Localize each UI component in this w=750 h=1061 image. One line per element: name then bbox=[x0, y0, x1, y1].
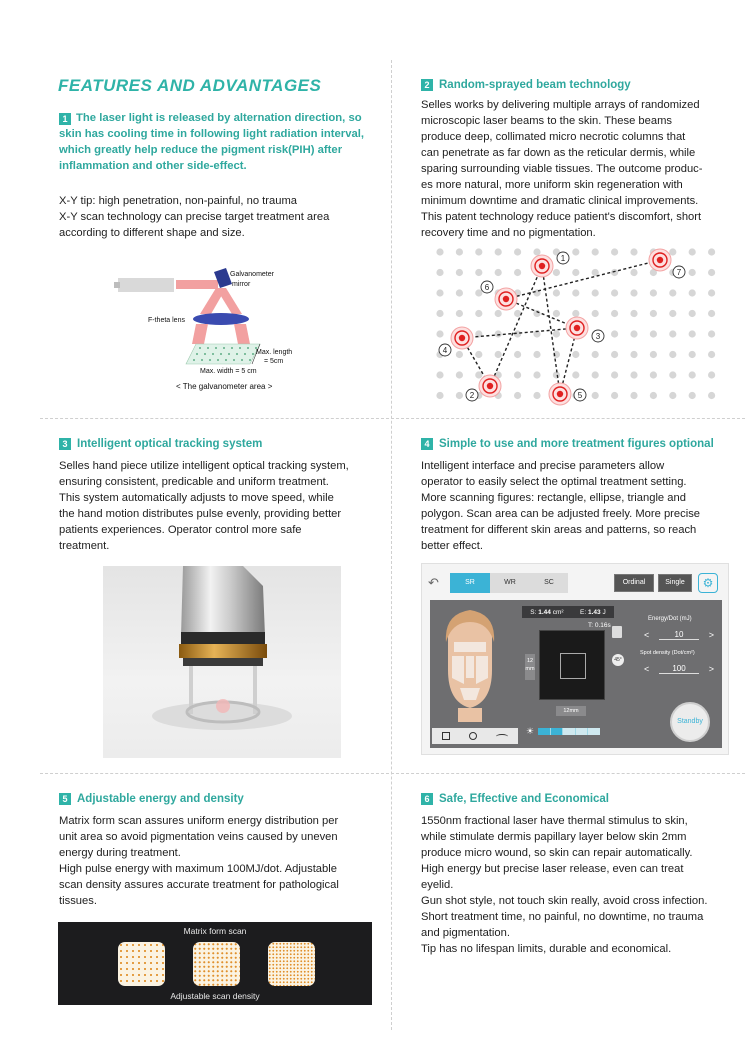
body-line: eyelid. bbox=[421, 879, 454, 891]
section-6-body bbox=[421, 813, 741, 957]
section-5-number: 5 bbox=[59, 793, 71, 805]
grid-dot bbox=[456, 248, 463, 255]
mirror-label: mirror bbox=[232, 281, 251, 288]
settings-icon[interactable]: ⚙ bbox=[698, 573, 718, 593]
body-line: ensuring consistent, predicable and uniform treatment. bbox=[59, 476, 329, 488]
grid-dot bbox=[689, 330, 696, 337]
grid-dot bbox=[495, 330, 502, 337]
marker-label: 6 bbox=[484, 283, 490, 292]
body-line: the hand motion distributes pulse evenly, providing better bbox=[59, 508, 342, 520]
grid-dot bbox=[456, 310, 463, 317]
grid-dot bbox=[669, 330, 676, 337]
height-control[interactable] bbox=[525, 654, 535, 680]
grid-dot bbox=[495, 269, 502, 276]
grid-dot bbox=[708, 392, 715, 399]
tab-wr[interactable]: WR bbox=[504, 579, 516, 586]
s-label: S: bbox=[530, 608, 537, 616]
grid-dot bbox=[592, 371, 599, 378]
body-line: This patent technology reduce patient's discomfort, short bbox=[421, 211, 702, 223]
body-line: High energy but precise laser release, even can treat bbox=[421, 863, 684, 875]
section-4-body bbox=[421, 458, 741, 554]
time-readout: T: 0.16s bbox=[588, 622, 611, 629]
energy-value[interactable]: 10 bbox=[659, 630, 699, 640]
grid-dot bbox=[630, 351, 637, 358]
headline-line: which greatly help reduce the pigment risk(PIH) after bbox=[59, 144, 343, 156]
grid-dot bbox=[572, 248, 579, 255]
body-line: Gun shot style, not touch skin really, avoid cross infection. bbox=[421, 895, 708, 907]
grid-dot bbox=[514, 310, 521, 317]
grid-dot bbox=[495, 310, 502, 317]
grid-dot bbox=[611, 289, 618, 296]
section-6-title-text: Safe, Effective and Economical bbox=[439, 793, 610, 805]
ordinal-button[interactable]: Ordinal bbox=[614, 574, 654, 592]
body-line: sparing surrounding viable tissues. The outcome produc- bbox=[421, 163, 703, 175]
section-3-title-text: Intelligent optical tracking system bbox=[77, 438, 263, 450]
laser-beam bbox=[176, 280, 218, 289]
grid-dot bbox=[630, 310, 637, 317]
section-5-title bbox=[59, 793, 244, 805]
body-line: while stimulate dermis papillary layer below skin 2mm bbox=[421, 831, 687, 843]
grid-dot bbox=[533, 248, 540, 255]
section-5-body bbox=[59, 813, 384, 909]
horizontal-divider-1 bbox=[40, 418, 745, 419]
grid-dot bbox=[553, 330, 560, 337]
section-2-title-text: Random-sprayed beam technology bbox=[439, 79, 631, 91]
grid-dot bbox=[436, 371, 443, 378]
section-3-title bbox=[59, 438, 262, 450]
handpiece-body bbox=[181, 566, 265, 636]
grid-dot bbox=[708, 248, 715, 255]
body-line: recovery time and no pigmentation. bbox=[421, 227, 596, 239]
section-1-number: 1 bbox=[59, 113, 71, 125]
energy-increase-button[interactable]: > bbox=[708, 630, 714, 640]
grid-dot bbox=[650, 289, 657, 296]
energy-decrease-button[interactable]: < bbox=[644, 630, 650, 640]
headline-line: The laser light is released by alternation direction, so bbox=[76, 112, 362, 124]
body-line: es more natural, more uniform skin regeneration with bbox=[421, 179, 683, 191]
tab-sc[interactable]: SC bbox=[544, 579, 554, 586]
ellipse-shape-icon[interactable] bbox=[469, 732, 477, 740]
matrix-scan-panel bbox=[58, 922, 372, 1005]
body-line: according to different shape and size. bbox=[59, 227, 245, 239]
grid-dot bbox=[475, 351, 482, 358]
body-line: More scanning figures: rectangle, ellipse, triangle and bbox=[421, 492, 686, 504]
grid-dot bbox=[592, 289, 599, 296]
grid-dot bbox=[669, 371, 676, 378]
body-line: better effect. bbox=[421, 540, 483, 552]
target-dot bbox=[503, 296, 509, 302]
section-6-title bbox=[421, 793, 609, 805]
grid-dot bbox=[650, 371, 657, 378]
section-3-body bbox=[59, 458, 384, 554]
body-line: energy during treatment. bbox=[59, 847, 181, 859]
marker-label: 7 bbox=[676, 268, 682, 277]
grid-dot bbox=[456, 392, 463, 399]
mode-tabs bbox=[450, 573, 568, 593]
grid-dot bbox=[708, 351, 715, 358]
section-6-number: 6 bbox=[421, 793, 433, 805]
grid-dot bbox=[708, 289, 715, 296]
grid-dot bbox=[514, 248, 521, 255]
body-line: minimum downtime and dramatic clinical improvements. bbox=[421, 195, 699, 207]
density-value[interactable]: 100 bbox=[659, 664, 699, 674]
ftheta-label: F-theta lens bbox=[148, 317, 185, 324]
vertical-divider bbox=[391, 60, 392, 1030]
height-unit: mm bbox=[525, 666, 535, 672]
grid-dot bbox=[708, 330, 715, 337]
grid-dot bbox=[708, 371, 715, 378]
grid-dot bbox=[572, 371, 579, 378]
grid-dot bbox=[630, 269, 637, 276]
grid-dot bbox=[553, 310, 560, 317]
body-line: scan density assures accurate treatment for pathological bbox=[59, 879, 339, 891]
grid-dot bbox=[456, 269, 463, 276]
grid-dot bbox=[689, 351, 696, 358]
grid-dot bbox=[611, 248, 618, 255]
gold-ring bbox=[179, 644, 267, 658]
marker-label: 2 bbox=[469, 391, 475, 400]
grid-dot bbox=[689, 371, 696, 378]
body-line: microscopic laser beams to the skin. These beams bbox=[421, 115, 672, 127]
galvanometer-label: Galvanometer bbox=[230, 271, 274, 278]
single-button[interactable]: Single bbox=[658, 574, 692, 592]
marker-label: 1 bbox=[560, 254, 566, 263]
grid-dot bbox=[456, 351, 463, 358]
body-line: Intelligent interface and precise parameters allow bbox=[421, 460, 665, 472]
body-line: Selles hand piece utilize intelligent optical tracking system, bbox=[59, 460, 349, 472]
grid-dot bbox=[689, 310, 696, 317]
horizontal-divider-2 bbox=[40, 773, 745, 774]
section-2-title bbox=[421, 79, 631, 91]
section-5-title-text: Adjustable energy and density bbox=[77, 793, 244, 805]
grid-dot bbox=[436, 269, 443, 276]
grid-dot bbox=[630, 248, 637, 255]
delete-icon[interactable] bbox=[612, 626, 622, 638]
grid-dot bbox=[611, 392, 618, 399]
grid-dot bbox=[592, 392, 599, 399]
device-ui bbox=[421, 563, 729, 755]
grid-dot bbox=[650, 351, 657, 358]
grid-dot bbox=[630, 371, 637, 378]
rectangle-shape-icon[interactable] bbox=[442, 732, 450, 740]
target-dot bbox=[487, 383, 493, 389]
density-pad-high bbox=[268, 942, 315, 986]
grid-dot bbox=[553, 269, 560, 276]
standby-button[interactable]: Standby bbox=[670, 702, 710, 742]
grid-dot bbox=[533, 392, 540, 399]
grid-dot bbox=[650, 310, 657, 317]
body-line: treatment. bbox=[59, 540, 110, 552]
arc-shape-icon[interactable] bbox=[496, 734, 508, 739]
grid-dot bbox=[572, 289, 579, 296]
marker-label: 5 bbox=[577, 391, 583, 400]
body-line: produce micro wound, so skin can repair automatically. bbox=[421, 847, 693, 859]
density-label: Spot density (Dot/cm²) bbox=[640, 650, 695, 656]
grid-dot bbox=[669, 310, 676, 317]
grid-dot bbox=[533, 371, 540, 378]
grid-dot bbox=[495, 248, 502, 255]
main-panel bbox=[430, 600, 722, 748]
target-dot bbox=[574, 325, 580, 331]
matrix-caption: Adjustable scan density bbox=[170, 991, 260, 1001]
grid-dot bbox=[689, 269, 696, 276]
grid-dot bbox=[611, 371, 618, 378]
grid-dot bbox=[630, 392, 637, 399]
target-dot bbox=[657, 257, 663, 263]
body-line: Tip has no lifespan limits, durable and economical. bbox=[421, 943, 672, 955]
body-line: unit area so avoid pigmentation veins caused by uneven bbox=[59, 831, 338, 843]
grid-dot bbox=[475, 289, 482, 296]
body-line: treatment for different skin areas and patterns, so reach bbox=[421, 524, 697, 536]
body-line: This system automatically adjusts to move speed, while bbox=[59, 492, 334, 504]
s-value: 1.44 bbox=[538, 608, 551, 616]
face-map bbox=[438, 608, 502, 726]
grid-dot bbox=[708, 269, 715, 276]
grid-dot bbox=[611, 310, 618, 317]
e-unit: J bbox=[602, 608, 606, 616]
handpiece-photo bbox=[103, 566, 341, 758]
body-line: High pulse energy with maximum 100MJ/dot. Adjustable bbox=[59, 863, 337, 875]
max-length-value: = 5cm bbox=[264, 358, 284, 365]
grid-dot bbox=[436, 248, 443, 255]
section-1-body bbox=[59, 193, 379, 241]
laser-source bbox=[118, 278, 174, 292]
energy-label: Energy/Dot (mJ) bbox=[648, 616, 692, 622]
body-line: X-Y tip: high penetration, non-painful, no trauma bbox=[59, 195, 297, 207]
grid-dot bbox=[514, 371, 521, 378]
body-line: 1550nm fractional laser have thermal stimulus to skin, bbox=[421, 815, 688, 827]
body-line: and pigmentation. bbox=[421, 927, 510, 939]
grid-dot bbox=[436, 330, 443, 337]
marker-label: 4 bbox=[442, 346, 448, 355]
e-label: E: bbox=[580, 608, 587, 616]
body-line: produce deep, collimated micro necrotic columns that bbox=[421, 131, 686, 143]
body-line: Selles works by delivering multiple arrays of randomized bbox=[421, 99, 700, 111]
shape-selector bbox=[432, 728, 518, 744]
beam-path bbox=[490, 266, 542, 386]
height-value: 12 bbox=[526, 658, 534, 664]
page-title: FEATURES AND ADVANTAGES bbox=[58, 76, 322, 95]
density-pad-medium bbox=[193, 942, 240, 986]
grid-dot bbox=[650, 330, 657, 337]
section-2-body bbox=[421, 97, 741, 241]
laser-spot bbox=[216, 699, 230, 713]
grid-dot bbox=[436, 289, 443, 296]
density-stepper bbox=[644, 662, 714, 676]
grid-dot bbox=[650, 392, 657, 399]
grid-dot bbox=[669, 392, 676, 399]
diagram-caption: < The galvanometer area > bbox=[176, 382, 273, 391]
grid-dot bbox=[611, 330, 618, 337]
section-4-title-text: Simple to use and more treatment figures optional bbox=[439, 438, 714, 450]
body-line: can penetrate as far down as the reticular dermis, while bbox=[421, 147, 696, 159]
grid-dot bbox=[436, 310, 443, 317]
section-4-title bbox=[421, 438, 714, 450]
scan-preview bbox=[539, 630, 605, 700]
body-line: patients experiences. Operator control more safe bbox=[59, 524, 302, 536]
density-increase-button[interactable]: > bbox=[708, 664, 714, 674]
target-dot bbox=[459, 335, 465, 341]
random-beam-diagram bbox=[434, 244, 720, 410]
grid-dot bbox=[456, 371, 463, 378]
headline-line: skin has cooling time in following light radiation interval, bbox=[59, 128, 365, 140]
grid-dot bbox=[475, 310, 482, 317]
ftheta-lens bbox=[193, 313, 249, 325]
grid-dot bbox=[611, 269, 618, 276]
tab-sr[interactable]: SR bbox=[450, 573, 490, 593]
brightness-icon: ☀ bbox=[526, 726, 535, 736]
readout-bar bbox=[522, 606, 614, 618]
density-decrease-button[interactable]: < bbox=[644, 664, 650, 674]
grid-dot bbox=[689, 248, 696, 255]
headline-line: inflammation and other side-effect. bbox=[59, 160, 247, 172]
body-line: Matrix form scan assures uniform energy distribution per bbox=[59, 815, 339, 827]
grid-dot bbox=[669, 248, 676, 255]
grid-dot bbox=[514, 392, 521, 399]
grid-dot bbox=[708, 310, 715, 317]
grid-dot bbox=[592, 310, 599, 317]
max-width-label: Max. width = 5 cm bbox=[200, 368, 257, 375]
grid-dot bbox=[572, 269, 579, 276]
s-unit: cm² bbox=[552, 608, 564, 616]
section-4-number: 4 bbox=[421, 438, 433, 450]
scan-rectangle bbox=[560, 653, 586, 679]
target-dot bbox=[539, 263, 545, 269]
matrix-title: Matrix form scan bbox=[183, 926, 247, 936]
body-line: tissues. bbox=[59, 895, 97, 907]
max-length-label: Max. length bbox=[256, 349, 293, 356]
grid-dot bbox=[436, 392, 443, 399]
grid-dot bbox=[572, 351, 579, 358]
grid-dot bbox=[669, 289, 676, 296]
width-control[interactable]: 12mm bbox=[556, 706, 586, 716]
galvanometer-diagram bbox=[110, 262, 320, 397]
grid-dot bbox=[514, 351, 521, 358]
grid-dot bbox=[475, 248, 482, 255]
target-dot bbox=[557, 391, 563, 397]
body-line: operator to easily select the optimal treatment setting. bbox=[421, 476, 687, 488]
marker-label: 3 bbox=[595, 332, 601, 341]
grid-dot bbox=[475, 269, 482, 276]
grid-dot bbox=[689, 392, 696, 399]
body-line: X-Y scan technology can precise target treatment area bbox=[59, 211, 330, 223]
grid-dot bbox=[572, 310, 579, 317]
grid-dot bbox=[495, 351, 502, 358]
grid-dot bbox=[553, 289, 560, 296]
density-pad-low bbox=[118, 942, 165, 986]
rotate-angle-control[interactable]: 45° bbox=[612, 654, 624, 666]
grid-dot bbox=[611, 351, 618, 358]
grid-dot bbox=[630, 289, 637, 296]
back-icon[interactable]: ↶ bbox=[428, 575, 439, 590]
section-1-headline bbox=[59, 110, 379, 174]
grid-dot bbox=[514, 269, 521, 276]
brightness-slider[interactable] bbox=[538, 728, 600, 735]
grid-dot bbox=[592, 351, 599, 358]
grid-dot bbox=[592, 248, 599, 255]
e-value: 1.43 bbox=[588, 608, 601, 616]
grid-dot bbox=[456, 289, 463, 296]
energy-stepper bbox=[644, 628, 714, 642]
grid-dot bbox=[533, 351, 540, 358]
grid-dot bbox=[669, 351, 676, 358]
grid-dot bbox=[630, 330, 637, 337]
grid-dot bbox=[592, 269, 599, 276]
body-line: polygon. Scan area can be adjusted freely. More precise bbox=[421, 508, 701, 520]
section-3-number: 3 bbox=[59, 438, 71, 450]
body-line: Short treatment time, no painful, no downtime, no trauma bbox=[421, 911, 704, 923]
section-2-number: 2 bbox=[421, 79, 433, 91]
grid-dot bbox=[689, 289, 696, 296]
